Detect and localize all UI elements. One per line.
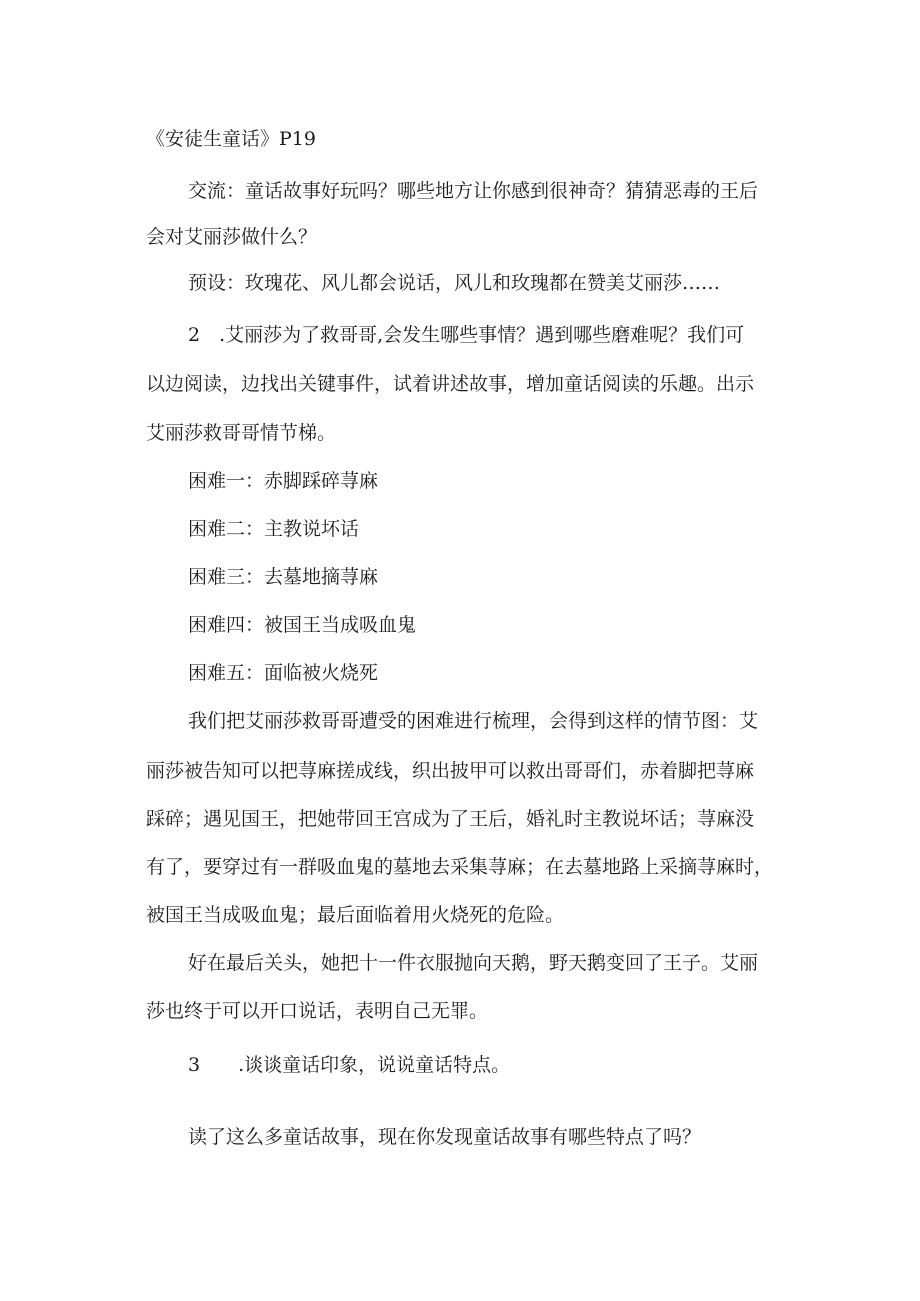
paragraph-line: 莎也终于可以开口说话，表明自己无罪。 [146,1000,489,1022]
paragraph-line: 交流：童话故事好玩吗？哪些地方让你感到很神奇？猜猜恶毒的王后 [188,180,759,202]
paragraph-line: 以边阅读，边找出关键事件，试着讲述故事，增加童话阅读的乐趣。出示 [146,373,755,395]
section-heading: 3 .谈谈童话印象，说说童话特点。 [188,1054,511,1076]
paragraph-line: 被国王当成吸血鬼；最后面临着用火烧死的危险。 [146,904,565,926]
list-item: 困难三：去墓地摘荨麻 [188,566,379,588]
paragraph-line: 会对艾丽莎做什么？ [146,226,318,248]
paragraph-line: 有了，要穿过有一群吸血鬼的墓地去采集荨麻；在去墓地路上采摘荨麻时， [146,856,774,878]
paragraph-line: 踩碎；遇见国王，把她带回王宫成为了王后，婚礼时主教说坏话；荨麻没 [146,808,755,830]
paragraph-line: 2 .艾丽莎为了救哥哥,会发生哪些事情？遇到哪些磨难呢？我们可 [188,324,745,346]
paragraph-line: 我们把艾丽莎救哥哥遭受的困难进行梳理，会得到这样的情节图：艾 [188,710,759,732]
list-item: 困难五：面临被火烧死 [188,662,379,684]
paragraph-line: 读了这么多童话故事，现在你发现童话故事有哪些特点了吗？ [188,1126,702,1148]
paragraph-line: 预设：玫瑰花、风儿都会说话，风儿和玫瑰都在赞美艾丽莎…… [188,272,721,294]
list-item: 困难二：主教说坏话 [188,518,360,540]
list-item: 困难四：被国王当成吸血鬼 [188,614,417,636]
paragraph-line: 丽莎被告知可以把荨麻搓成线，织出披甲可以救出哥哥们，赤着脚把荨麻 [146,760,755,782]
paragraph-line: 好在最后关头，她把十一件衣服抛向天鹅，野天鹅变回了王子。艾丽 [188,952,759,974]
list-item: 困难一：赤脚踩碎荨麻 [188,470,379,492]
source-reference: 《安徒生童话》P19 [146,128,316,150]
paragraph-line: 艾丽莎救哥哥情节梯。 [146,422,337,444]
